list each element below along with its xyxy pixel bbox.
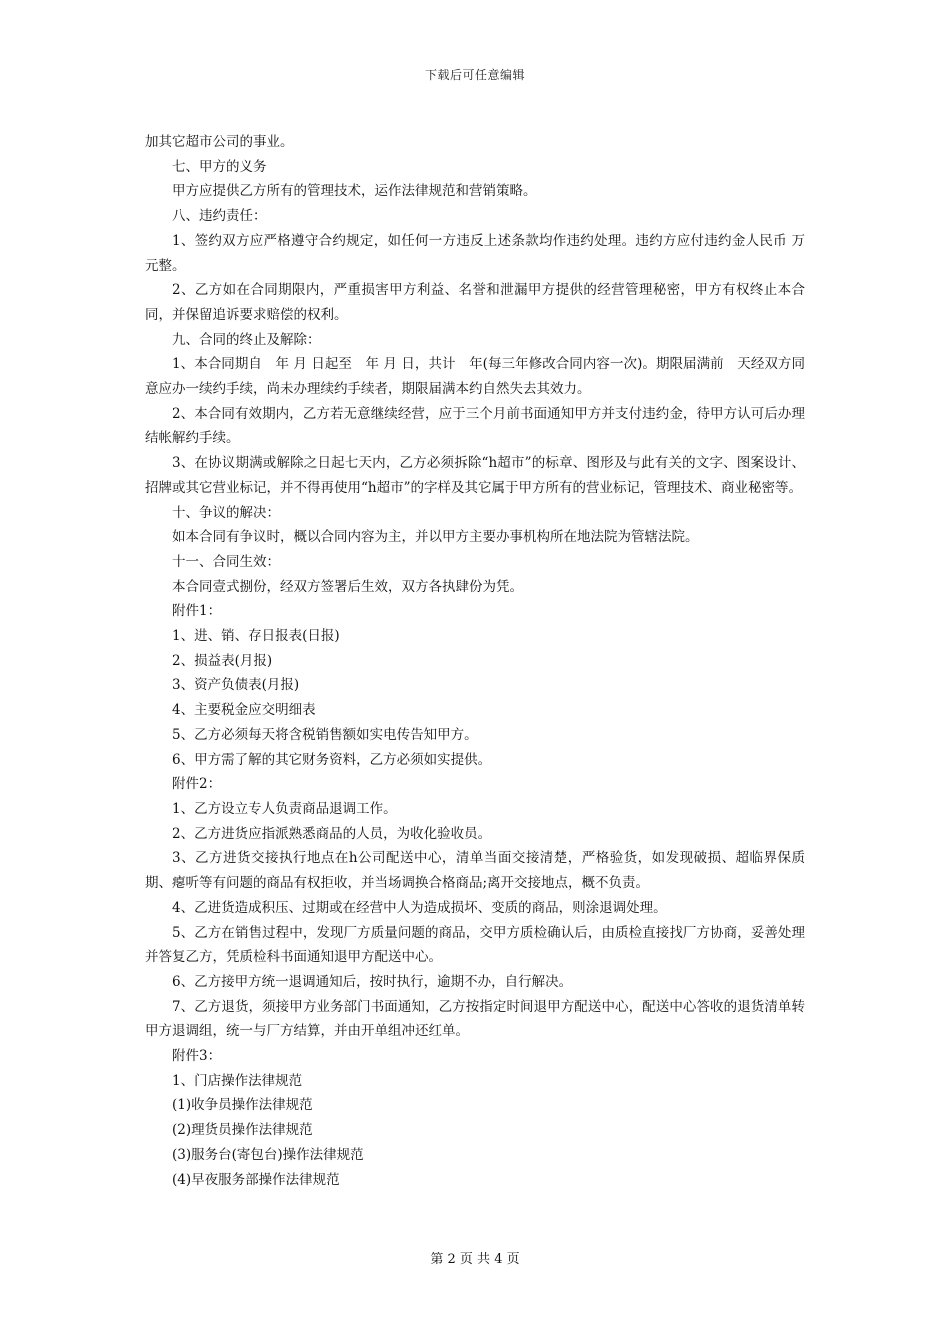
page-header: 下载后可任意编辑	[424, 68, 525, 82]
paragraph: 七、甲方的义务	[172, 158, 267, 175]
paragraph: 八、违约责任：	[172, 208, 267, 225]
paragraph: 4、主要税金应交明细表	[172, 702, 316, 719]
paragraph: 3、在协议期满或解除之日起七天内，乙方必须拆除“h超市”的标章、图形及与此有关的文字、图案设计、招牌或其它营业标记，并不得再使用“h超市”的字样及其它属于甲方所有的营业标记，管理技术、商业秘密等。	[145, 455, 805, 496]
paragraph: 2、乙方如在合同期限内，严重损害甲方利益、名誉和泄漏甲方提供的经营管理秘密，甲方有权终止本合同，并保留追诉要求赔偿的权利。	[145, 282, 805, 323]
paragraph: 7、乙方退货，须接甲方业务部门书面通知，乙方按指定时间退甲方配送中心，配送中心答收的退货清单转甲方退调组，统一与厂方结算，并由开单组冲还红单。	[145, 998, 805, 1040]
paragraph: 6、乙方接甲方统一退调通知后，按时执行，逾期不办，自行解决。	[172, 973, 573, 990]
paragraph: 5、乙方在销售过程中，发现厂方质量问题的商品，交甲方质检确认后，由质检直接找厂方协商，妥善处理并答复乙方，凭质检科书面通知退甲方配送中心。	[145, 924, 805, 966]
paragraph: 十、争议的解决：	[172, 504, 280, 521]
paragraph: 1、进、销、存日报表(日报)	[172, 628, 340, 645]
page-footer: 第 2 页 共 4 页	[430, 1252, 520, 1267]
paragraph: 本合同壹式捌份，经双方签署后生效，双方各执肆份为凭。	[172, 578, 523, 595]
paragraph: 1、本合同期自 年 月 日起至 年 月 日，共计 年(每三年修改合同内容一次)。期限届满前 天经双方同意应办一续约手续，尚未办理续约手续者，期限届满本约自然失去其效力。	[145, 356, 805, 398]
paragraph: 6、甲方需了解的其它财务资料，乙方必须如实提供。	[172, 751, 492, 768]
paragraph: 附件2：	[172, 776, 222, 793]
paragraph: 3、资产负债表(月报)	[172, 677, 300, 694]
paragraph: 附件3：	[172, 1048, 222, 1065]
paragraph: (3)服务台(寄包台)操作法律规范	[172, 1146, 364, 1163]
paragraph: 5、乙方必须每天将含税销售额如实电传告知甲方。	[172, 726, 478, 743]
paragraph: 1、签约双方应严格遵守合约规定，如任何一方违反上述条款均作违约处理。违约方应付违约金人民币 万元整。	[145, 232, 805, 274]
paragraph: 1、门店操作法律规范	[172, 1072, 303, 1089]
paragraph: (4)早夜服务部操作法律规范	[172, 1171, 340, 1188]
paragraph: 2、乙方进货应指派熟悉商品的人员，为收化验收员。	[172, 825, 492, 842]
paragraph: 4、乙进货造成积压、过期或在经营中人为造成损坏、变质的商品，则涂退调处理。	[172, 899, 667, 916]
document-body	[145, 130, 805, 1192]
paragraph: 2、本合同有效期内，乙方若无意继续经营，应于三个月前书面通知甲方并支付违约金，待甲方认可后办理结帐解约手续。	[145, 405, 805, 447]
paragraph: 九、合同的终止及解除：	[172, 331, 321, 348]
paragraph: 1、乙方设立专人负责商品退调工作。	[172, 800, 397, 817]
paragraph: 附件1：	[172, 603, 222, 620]
paragraph: (2)理货员操作法律规范	[172, 1122, 313, 1139]
paragraph: 2、损益表(月报)	[172, 652, 273, 669]
paragraph: 3、乙方进货交接执行地点在h公司配送中心，清单当面交接清楚，严格验货，如发现破损、超临界保质期、瘪听等有问题的商品有权拒收，并当场调换合格商品;离开交接地点，概不负责。	[145, 850, 805, 892]
paragraph: (1)收争员操作法律规范	[172, 1097, 313, 1114]
paragraph: 加其它超市公司的事业。	[145, 134, 294, 150]
paragraph: 十一、合同生效：	[172, 553, 280, 570]
paragraph: 甲方应提供乙方所有的管理技术，运作法律规范和营销策略。	[172, 183, 537, 200]
paragraph: 如本合同有争议时，概以合同内容为主，并以甲方主要办事机构所在地法院为管辖法院。	[172, 529, 699, 546]
